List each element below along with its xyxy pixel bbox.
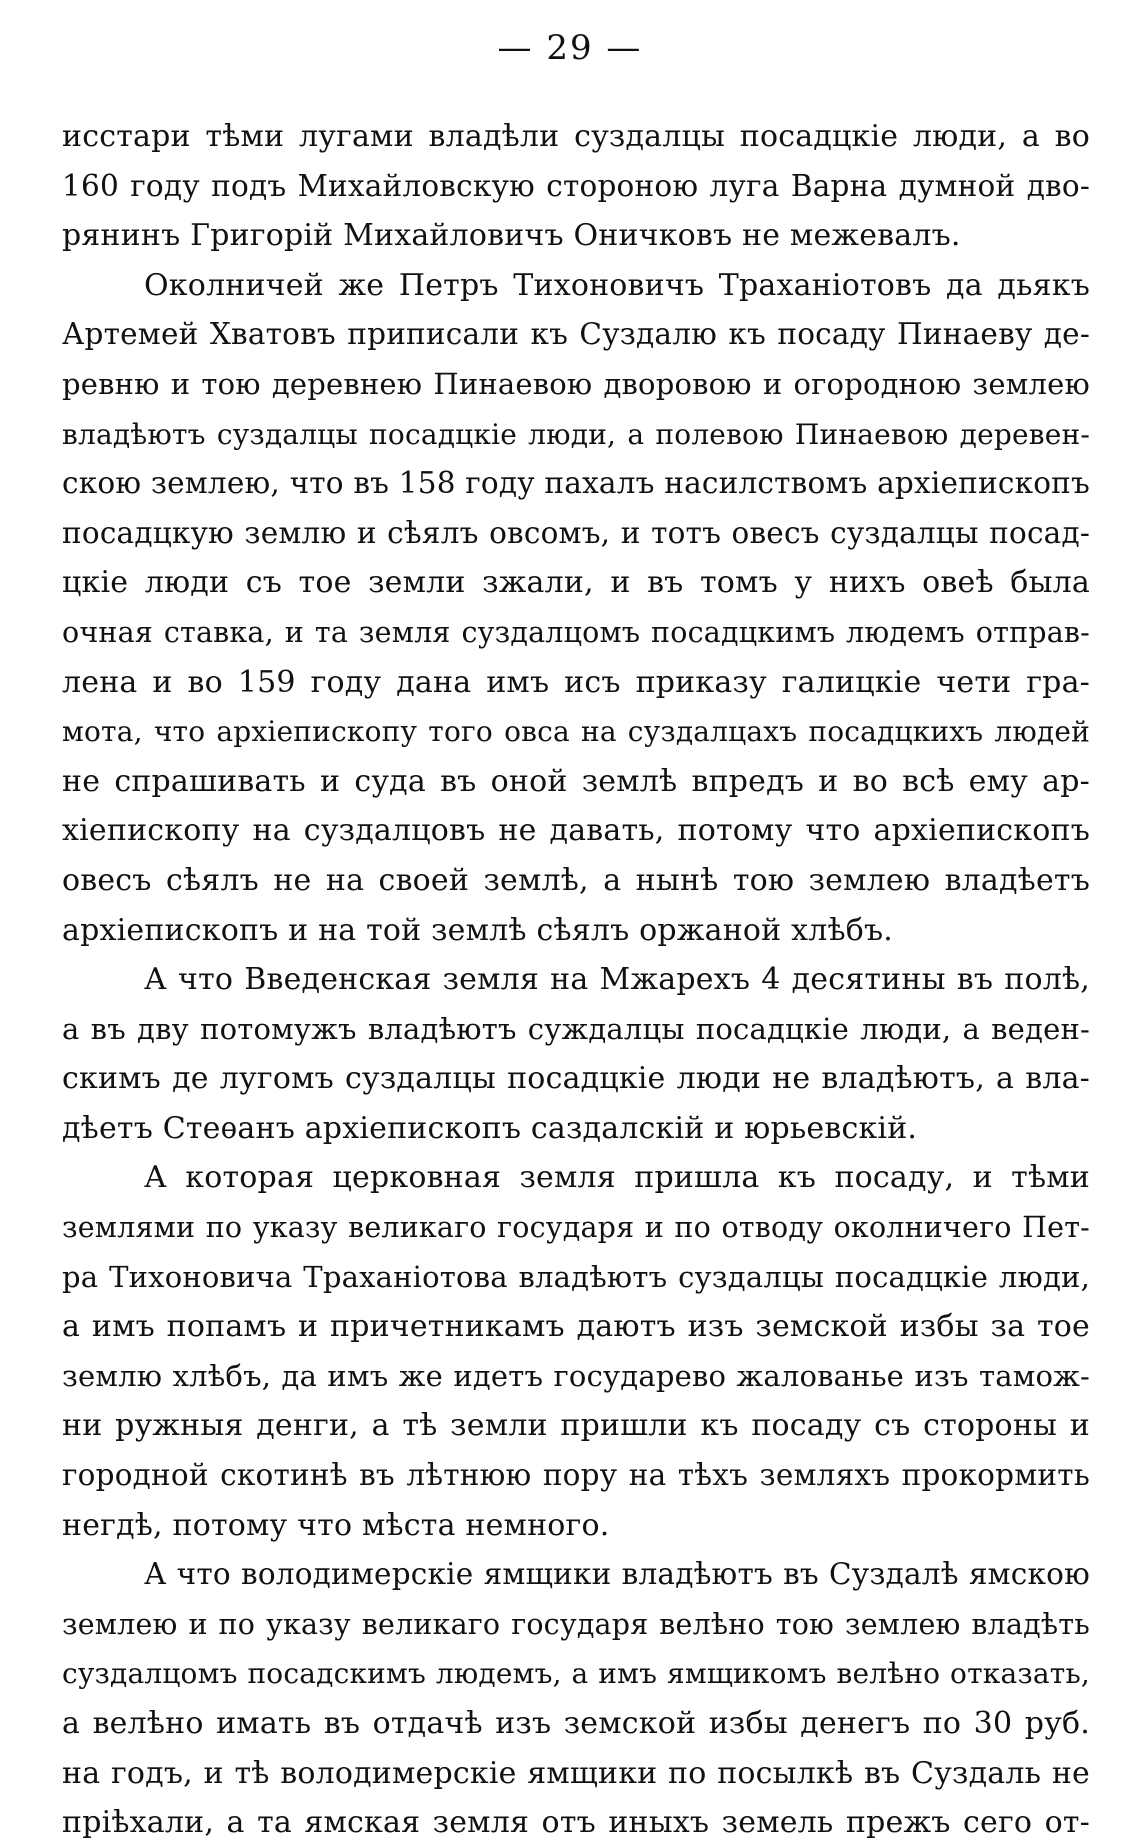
text-line: землями по указу великаго государя и по отводу околничего Пет- xyxy=(62,1211,1090,1245)
text-line: Околничей же Петръ Тихоновичъ Траханіотовъ да дьякъ xyxy=(144,267,1090,303)
text-line: землю хлѣбъ, да имъ же идетъ государево жалованье изъ тамож- xyxy=(62,1358,1090,1393)
text-line: землею и по указу великаго государя велѣно тою землею владѣть xyxy=(62,1607,1090,1641)
text-line: негдѣ, потому что мѣста немного. xyxy=(62,1507,610,1543)
text-line: Артемей Хватовъ приписали къ Суздалю къ посаду Пинаеву де- xyxy=(62,317,1090,352)
text-line: скою землею, что въ 158 году пахалъ насилствомъ архіепископъ xyxy=(62,466,1090,501)
text-line: цкіе люди съ тое земли зжали, и въ томъ у нихъ овеѣ была xyxy=(62,565,1090,601)
text-line: лена и во 159 году дана имъ исъ приказу галицкіе чети гра- xyxy=(62,664,1090,700)
text-line: дѣетъ Стеѳанъ архіепископъ саздалскій и юрьевскій. xyxy=(62,1110,918,1146)
text-line: владѣютъ суздалцы посадцкіе люди, а полевою Пинаевою деревен- xyxy=(62,417,1090,451)
text-line: городной скотинѣ въ лѣтнюю пору на тѣхъ земляхъ прокормить xyxy=(62,1458,1090,1493)
text-body xyxy=(62,112,1090,1848)
text-line: посадцкую землю и сѣялъ овсомъ, и тотъ овесъ суздалцы посад- xyxy=(62,515,1090,550)
text-line: А которая церковная земля пришла къ посаду, и тѣми xyxy=(144,1160,1090,1196)
text-line: ра Тихоновича Траханіотова владѣютъ суздалцы посадцкіе люди, xyxy=(62,1259,1090,1294)
page-number: — 29 — xyxy=(497,28,643,68)
text-line: скимъ де лугомъ суздалцы посадцкіе люди не владѣютъ, а вла- xyxy=(62,1061,1090,1097)
text-line: пріѣхали, а та ямская земля отъ иныхъ земель прежъ сего от- xyxy=(62,1805,1090,1841)
text-line: ревню и тою деревнею Пинаевою дворовою и огородною землею xyxy=(62,366,1090,401)
text-line: 160 году подъ Михайловскую стороною луга Варна думной дво- xyxy=(62,168,1090,203)
text-line: суздалцомъ посадскимъ людемъ, а имъ ямщикомъ велѣно отказать, xyxy=(62,1657,1090,1691)
text-line: овесъ сѣялъ не на своей землѣ, а нынѣ тою землею владѣетъ xyxy=(62,862,1090,898)
text-line: а велѣно имать въ отдачѣ изъ земской избы денегъ по 30 руб. xyxy=(62,1706,1090,1741)
text-line: А что володимерскіе ямщики владѣютъ въ Суздалѣ ямскою xyxy=(144,1557,1090,1592)
text-line: а въ дву потомужъ владѣютъ суждалцы посадцкіе люди, а веден- xyxy=(62,1011,1090,1046)
text-line: хіепископу на суздалцовъ не давать, потому что архіепископъ xyxy=(62,813,1090,849)
text-line: ни ружныя денги, а тѣ земли пришли къ посаду съ стороны и xyxy=(62,1408,1090,1444)
text-line: а имъ попамъ и причетникамъ даютъ изъ земской избы за тое xyxy=(62,1309,1090,1345)
text-line: архіепископъ и на той землѣ сѣялъ оржаной хлѣбъ. xyxy=(62,912,894,948)
text-line: очная ставка, и та земля суздалцомъ посадцкимъ людемъ отправ- xyxy=(62,615,1090,649)
text-line: исстари тѣми лугами владѣли суздалцы посадцкіе люди, а во xyxy=(62,119,1090,154)
text-line: А что Введенская земля на Мжарехъ 4 десятины въ полѣ, xyxy=(144,962,1090,998)
text-line: не спрашивать и суда въ оной землѣ впредъ и во всѣ ему ар- xyxy=(62,763,1090,799)
text-line: на годъ, и тѣ володимерскіе ямщики по посылкѣ въ Суздаль не xyxy=(62,1755,1090,1791)
text-line: рянинъ Григорій Михайловичъ Оничковъ не межевалъ. xyxy=(62,218,961,254)
text-line: мота, что архіепископу того овса на суздалцахъ посадцкихъ людей xyxy=(62,715,1090,749)
